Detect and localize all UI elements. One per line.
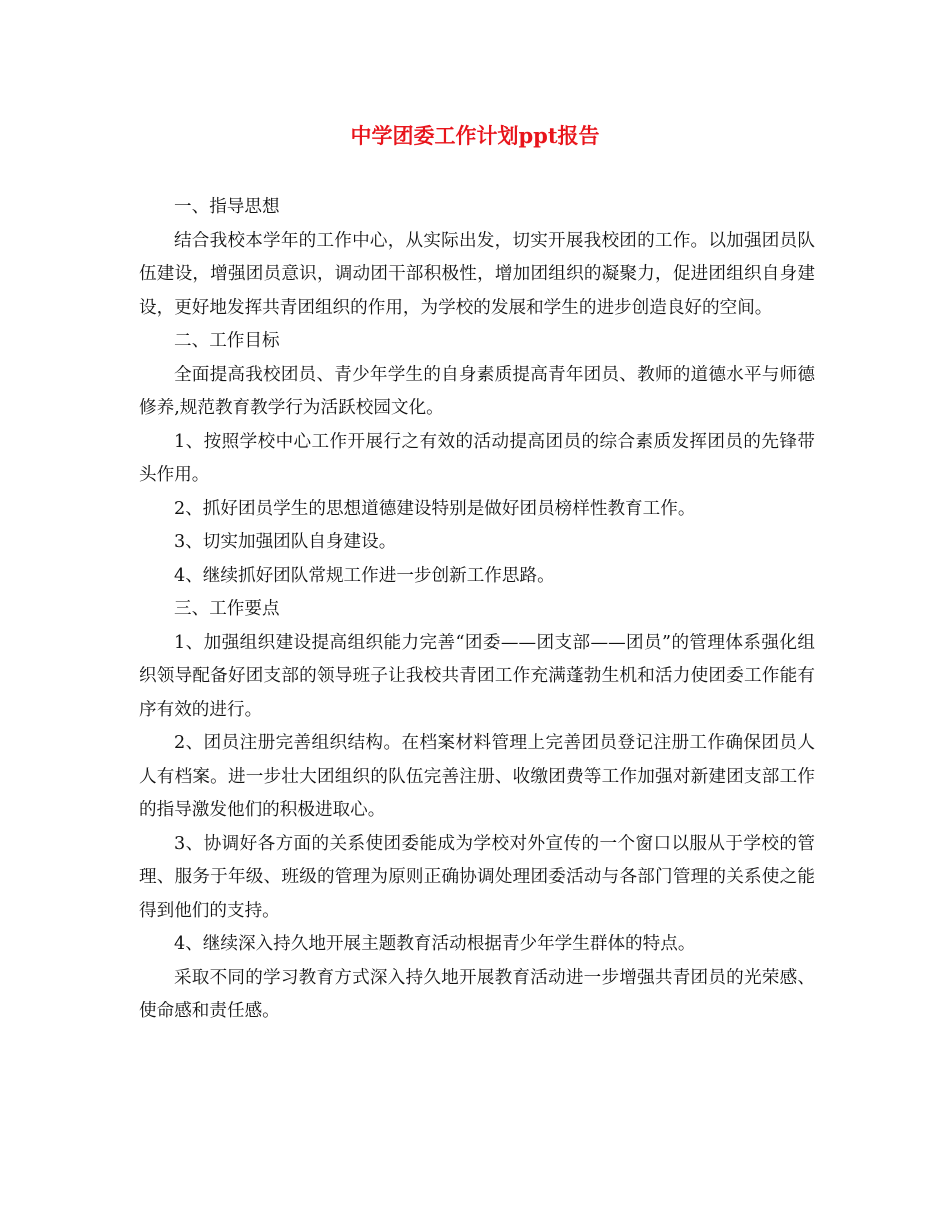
work-point-item: 1、加强组织建设提高组织能力完善“团委——团支部——团员”的管理体系强化组织领导配备好团支部的领导班子让我校共青团工作充满蓬勃生机和活力使团委工作能有序有效的进行。 (139, 632, 815, 720)
work-point-item: 4、继续深入持久地开展主题教育活动根据青少年学生群体的特点。 (174, 934, 696, 954)
goal-item: 1、按照学校中心工作开展行之有效的活动提高团员的综合素质发挥团员的先锋带头作用。 (139, 431, 815, 485)
document-body (139, 191, 815, 1029)
goal-item: 2、抓好团员学生的思想道德建设特别是做好团员榜样性教育工作。 (174, 498, 696, 519)
work-point-item: 2、团员注册完善组织结构。在档案材料管理上完善团员登记注册工作确保团员人人有档案。进一步壮大团组织的队伍完善注册、收缴团费等工作加强对新建团支部工作的指导激发他们的积极进取心。 (139, 733, 815, 820)
goal-item: 3、切实加强团队自身建设。 (174, 532, 397, 552)
paragraph: 结合我校本学年的工作中心，从实际出发，切实开展我校团的工作。以加强团员队伍建设，增强团员意识，调动团干部积极性，增加团组织的凝聚力，促进团组织自身建设，更好地发挥共青团组织的作用，为学校的发展和学生的进步创造良好的空间。 (139, 230, 815, 318)
paragraph: 全面提高我校团员、青少年学生的自身素质提高青年团员、教师的道德水平与师德修养,规范教育教学行为活跃校园文化。 (139, 364, 815, 418)
section-heading-work-goals: 二、工作目标 (174, 331, 280, 351)
paragraph: 采取不同的学习教育方式深入持久地开展教育活动进一步增强共青团员的光荣感、使命感和责任感。 (139, 967, 815, 1021)
work-point-item: 3、协调好各方面的关系使团委能成为学校对外宣传的一个窗口以服从于学校的管理、服务于年级、班级的管理为原则正确协调处理团委活动与各部门管理的关系使之能得到他们的支持。 (139, 833, 815, 921)
document-title: 中学团委工作计划ppt报告 (350, 123, 600, 148)
section-heading-guiding-ideology: 一、指导思想 (174, 197, 280, 217)
goal-item: 4、继续抓好团队常规工作进一步创新工作思路。 (174, 565, 555, 586)
section-heading-work-points: 三、工作要点 (174, 599, 280, 619)
